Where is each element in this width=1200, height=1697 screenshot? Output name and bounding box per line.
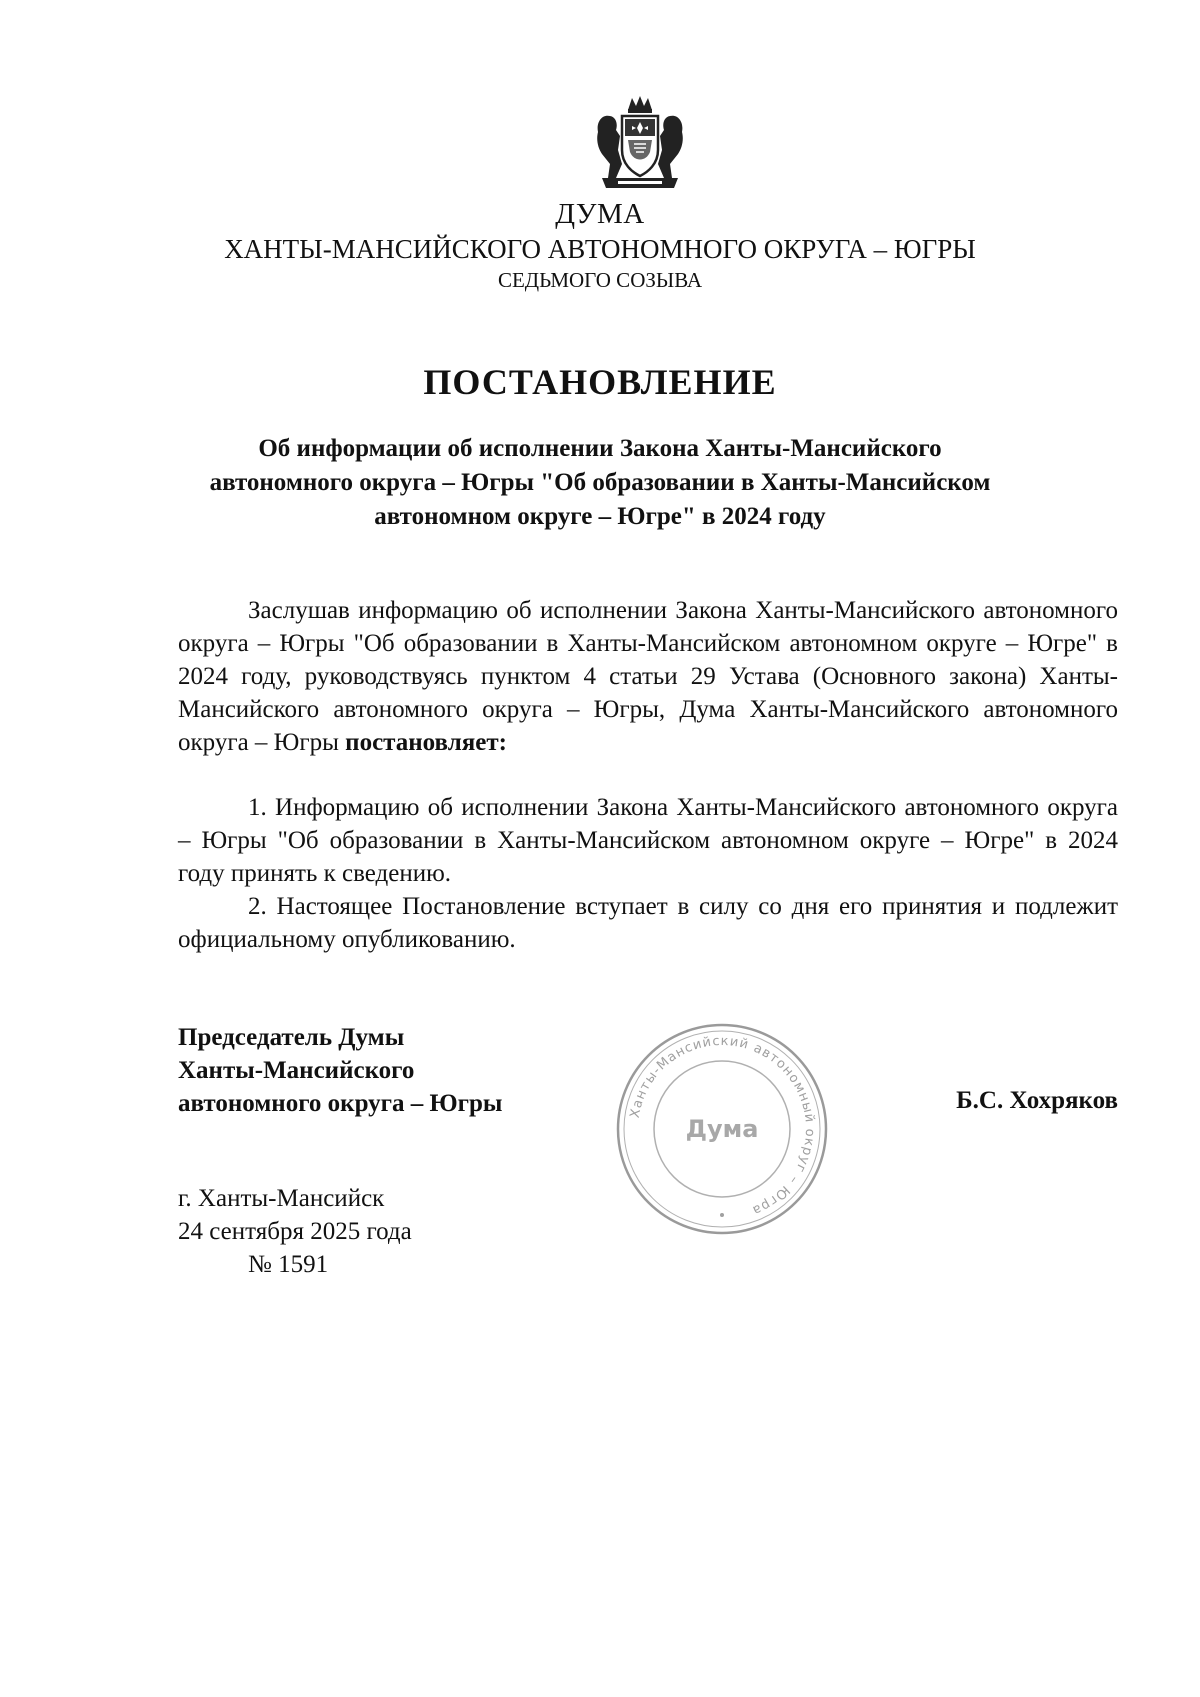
document-type: ПОСТАНОВЛЕНИЕ [423,362,777,402]
region-name: ХАНТЫ-МАНСИЙСКОГО АВТОНОМНОГО ОКРУГА – ЮГРЫ [224,234,976,264]
resolution-item-2: 2. Настоящее Постановление вступает в силу со дня его принятия и подлежит официальному опубликованию. [178,893,1118,953]
position-line: автономного округа – Югры [178,1090,503,1117]
preamble-text: Заслушав информацию об исполнении Закона Ханты-Мансийского автономного округа – Югры "Об образовании в Ханты-Мансийском автономном округе – Югре" в 2024 году, руководствуясь пунктом 4 статьи 29 Устава (Основного закона) Ханты-Мансийского автономного округа – Югры, Дума Ханты-Мансийского автономного округа – Югры [178,597,1118,756]
preamble-paragraph [178,594,1118,759]
place: г. Ханты-Мансийск [178,1185,385,1212]
body-name: ДУМА [555,198,645,230]
coat-of-arms-icon [588,92,692,196]
resolution-item-1: 1. Информацию об исполнении Закона Ханты-Мансийского автономного округа – Югры "Об образовании в Ханты-Мансийском автономном округе – Югре" в 2024 году принять к сведению. [178,794,1118,887]
document-number: № 1591 [248,1251,329,1278]
place-date-block [178,1182,412,1281]
signatory-position [178,1021,502,1120]
stamp-ring-text: Ханты-Мансийский автономный округ – Югра [627,1033,818,1219]
title-line: Об информации об исполнении Закона Ханты-Мансийского [258,435,942,462]
title-line: автономном округе – Югре" в 2024 году [374,503,826,530]
stamp-center-text: Дума [685,1115,759,1143]
document-title [200,432,1000,534]
position-line: Ханты-Мансийского [178,1057,415,1084]
position-line: Председатель Думы [178,1024,405,1051]
convocation: СЕДЬМОГО СОЗЫВА [497,268,703,292]
official-stamp [612,1019,832,1239]
title-line: автономного округа – Югры "Об образовании в Ханты-Мансийском [209,469,991,496]
resolves-word: постановляет: [345,729,507,756]
date: 24 сентября 2025 года [178,1218,412,1245]
signer-name: Б.С. Хохряков [956,1087,1118,1114]
